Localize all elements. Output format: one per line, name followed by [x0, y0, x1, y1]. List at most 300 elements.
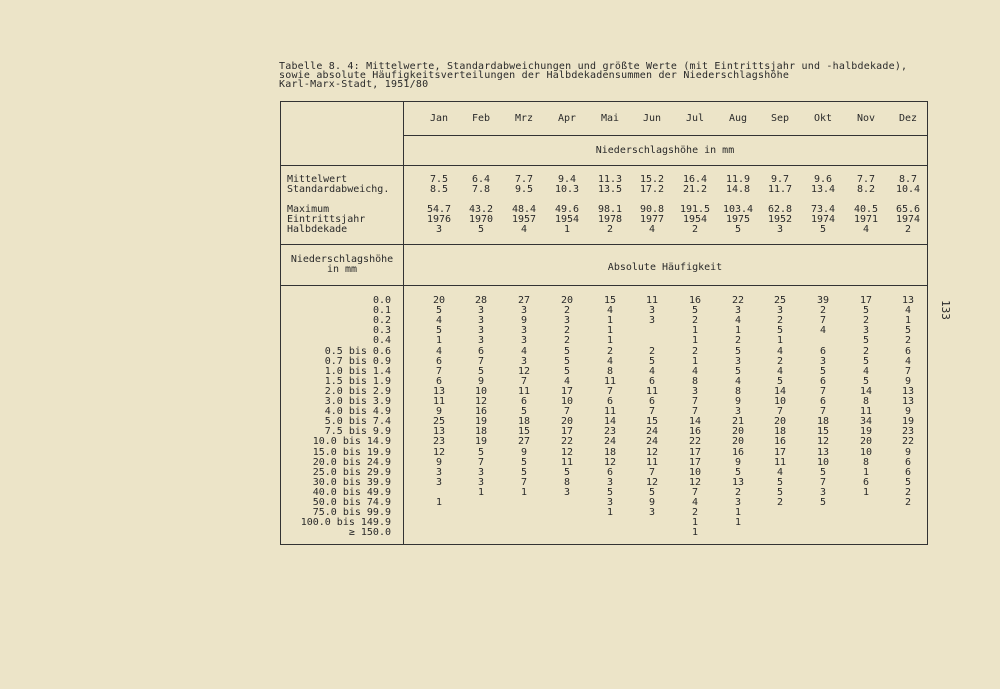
frequency-value: 5 [563, 365, 571, 377]
frequency-value: 23 [432, 436, 446, 448]
std-value: 11.7 [767, 184, 793, 195]
mittelwert-value: 7.5 [429, 174, 449, 185]
frequency-value: 7 [606, 385, 614, 397]
header-divider [403, 135, 927, 136]
frequency-value: 11 [517, 385, 531, 397]
frequency-value: 7 [691, 396, 699, 407]
frequency-value: 13 [432, 426, 446, 438]
frequency-value: 22 [688, 436, 702, 448]
frequency-value: 7 [819, 406, 827, 418]
frequency-value: 5 [862, 355, 870, 367]
frequency-value: 4 [563, 375, 571, 387]
maximum-value: 65.6 [895, 204, 921, 215]
frequency-value: 6 [819, 396, 827, 407]
frequency-value: 16 [474, 406, 488, 418]
frequency-value: 1 [477, 486, 485, 498]
frequency-value: 4 [734, 315, 742, 327]
frequency-value: 7 [819, 385, 827, 397]
frequency-value: 6 [819, 345, 827, 357]
frequency-value: 20 [731, 426, 745, 438]
frequency-value: 3 [477, 305, 485, 317]
frequency-value: 11 [773, 456, 787, 468]
frequency-value: 9 [520, 446, 528, 458]
maximum-value: 62.8 [767, 204, 793, 215]
table-caption [279, 62, 939, 89]
frequency-value: 9 [648, 497, 656, 508]
year-value: 1957 [511, 214, 537, 225]
half-value: 4 [648, 224, 656, 235]
frequency-value: 12 [603, 456, 617, 468]
month-header-jul: Jul [685, 113, 705, 124]
class-label: 25.0 bis 29.9 [312, 466, 391, 478]
frequency-value: 1 [862, 486, 870, 498]
frequency-value: 17 [688, 446, 702, 458]
frequency-value: 4 [862, 365, 870, 377]
frequency-value: 3 [819, 486, 827, 498]
frequency-value: 10 [474, 385, 488, 397]
frequency-value: 17 [859, 295, 873, 306]
month-header-okt: Okt [813, 113, 833, 124]
frequency-value: 1 [606, 325, 614, 337]
frequency-value: 2 [691, 315, 699, 327]
frequency-value: 4 [734, 375, 742, 387]
frequency-value: 7 [648, 466, 656, 478]
year-value: 1975 [725, 214, 751, 225]
caption-line-3: Karl-Marx-Stadt, 1951/80 [279, 79, 429, 90]
frequency-value: 2 [776, 497, 784, 508]
year-value: 1974 [810, 214, 836, 225]
frequency-value: 7 [520, 375, 528, 387]
frequency-value: 7 [819, 476, 827, 488]
maximum-value: 40.5 [853, 204, 879, 215]
frequency-value: 18 [517, 416, 531, 428]
frequency-value: 3 [477, 315, 485, 327]
frequency-value: 2 [776, 315, 784, 327]
frequency-value: 11 [603, 375, 617, 387]
frequency-value: 1 [435, 335, 443, 347]
frequency-value: 6 [606, 396, 614, 407]
half-value: 2 [606, 224, 614, 235]
frequency-value: 5 [776, 325, 784, 337]
maximum-value: 43.2 [468, 204, 494, 215]
frequency-value: 20 [560, 416, 574, 428]
mittelwert-value: 7.7 [856, 174, 876, 185]
class-label: 0.1 [372, 305, 391, 317]
frequency-value: 19 [901, 416, 915, 428]
frequency-value: 2 [648, 345, 656, 357]
frequency-value: 1 [734, 517, 742, 529]
frequency-value: 5 [520, 456, 528, 468]
frequency-value: 5 [776, 375, 784, 387]
frequency-value: 1 [691, 325, 699, 337]
freq-left-header-2: in mm [326, 264, 358, 275]
frequency-value: 25 [432, 416, 446, 428]
frequency-value: 5 [862, 305, 870, 317]
class-label: 2.0 bis 2.9 [324, 385, 391, 397]
year-value: 1970 [468, 214, 494, 225]
year-value: 1977 [639, 214, 665, 225]
std-value: 21.2 [682, 184, 708, 195]
frequency-value: 4 [776, 466, 784, 478]
frequency-value: 5 [734, 365, 742, 377]
month-header-apr: Apr [557, 113, 577, 124]
frequency-value: 3 [520, 355, 528, 367]
half-value: 1 [563, 224, 571, 235]
frequency-value: 1 [606, 315, 614, 327]
frequency-value: 13 [432, 385, 446, 397]
frequency-value: 17 [560, 385, 574, 397]
frequency-value: 1 [691, 517, 699, 529]
frequency-value: 3 [734, 497, 742, 508]
frequency-value: 6 [648, 375, 656, 387]
frequency-value: 22 [560, 436, 574, 448]
frequency-value: 9 [435, 406, 443, 418]
class-label: 0.2 [372, 315, 391, 327]
class-label: ≥ 150.0 [348, 527, 391, 539]
frequency-value: 3 [520, 335, 528, 347]
frequency-value: 7 [776, 406, 784, 418]
frequency-value: 12 [816, 436, 830, 448]
month-header-dez: Dez [898, 113, 918, 124]
frequency-value: 4 [606, 355, 614, 367]
frequency-value: 1 [691, 355, 699, 367]
frequency-value: 15 [517, 426, 531, 438]
frequency-value: 3 [606, 497, 614, 508]
frequency-value: 18 [773, 426, 787, 438]
class-label: 0.3 [372, 325, 391, 337]
half-label: Halbdekade [287, 224, 348, 235]
frequency-value: 2 [691, 507, 699, 519]
frequency-value: 7 [477, 456, 485, 468]
frequency-value: 20 [731, 436, 745, 448]
frequency-value: 5 [862, 335, 870, 347]
std-value: 8.2 [856, 184, 876, 195]
frequency-value: 11 [645, 456, 659, 468]
frequency-value: 1 [691, 335, 699, 347]
year-value: 1976 [426, 214, 452, 225]
frequency-value: 1 [520, 486, 528, 498]
frequency-value: 1 [734, 507, 742, 519]
frequency-value: 7 [563, 406, 571, 418]
frequency-value: 4 [776, 345, 784, 357]
mittelwert-value: 9.7 [770, 174, 790, 185]
frequency-value: 1 [606, 335, 614, 347]
frequency-value: 3 [563, 486, 571, 498]
frequency-value: 6 [435, 355, 443, 367]
frequency-value: 5 [563, 466, 571, 478]
frequency-value: 5 [776, 486, 784, 498]
frequency-value: 2 [904, 497, 912, 508]
mittelwert-label: Mittelwert [287, 174, 348, 185]
page-number: 133 [939, 300, 952, 320]
frequency-value: 11 [560, 456, 574, 468]
frequency-value: 18 [816, 416, 830, 428]
std-value: 14.8 [725, 184, 751, 195]
frequency-value: 5 [691, 305, 699, 317]
frequency-value: 17 [560, 426, 574, 438]
frequency-value: 4 [606, 305, 614, 317]
frequency-value: 17 [773, 446, 787, 458]
month-header-aug: Aug [728, 113, 748, 124]
frequency-value: 13 [901, 396, 915, 407]
frequency-value: 4 [819, 325, 827, 337]
mittelwert-value: 11.9 [725, 174, 751, 185]
frequency-value: 13 [816, 446, 830, 458]
frequency-value: 9 [734, 456, 742, 468]
frequency-value: 9 [435, 456, 443, 468]
month-header-mrz: Mrz [514, 113, 534, 124]
frequency-value: 5 [563, 355, 571, 367]
frequency-value: 3 [563, 315, 571, 327]
frequency-value: 8 [862, 396, 870, 407]
frequency-value: 23 [603, 426, 617, 438]
frequency-value: 3 [819, 355, 827, 367]
frequency-value: 15 [603, 295, 617, 306]
month-header-jan: Jan [429, 113, 449, 124]
frequency-value: 3 [691, 385, 699, 397]
std-value: 13.4 [810, 184, 836, 195]
frequency-value: 6 [435, 375, 443, 387]
mittelwert-value: 8.7 [898, 174, 918, 185]
class-label: 10.0 bis 14.9 [312, 436, 391, 448]
frequency-value: 5 [819, 497, 827, 508]
year-value: 1971 [853, 214, 879, 225]
frequency-value: 1 [776, 335, 784, 347]
std-value: 17.2 [639, 184, 665, 195]
frequency-value: 5 [819, 466, 827, 478]
frequency-value: 5 [520, 406, 528, 418]
column-divider [403, 102, 404, 544]
frequency-value: 7 [520, 476, 528, 488]
frequency-value: 9 [477, 375, 485, 387]
frequency-value: 4 [648, 365, 656, 377]
frequency-value: 3 [520, 325, 528, 337]
frequency-value: 10 [773, 396, 787, 407]
frequency-value: 15 [816, 426, 830, 438]
frequency-value: 4 [520, 345, 528, 357]
year-value: 1978 [597, 214, 623, 225]
maximum-value: 98.1 [597, 204, 623, 215]
frequency-value: 19 [474, 416, 488, 428]
class-label: 15.0 bis 19.9 [312, 446, 391, 458]
frequency-value: 5 [606, 486, 614, 498]
freq-right-header: Absolute Häufigkeit [607, 262, 723, 273]
frequency-value: 21 [731, 416, 745, 428]
max-label: Maximum [287, 204, 330, 215]
frequency-value: 2 [862, 345, 870, 357]
frequency-value: 6 [904, 345, 912, 357]
frequency-value: 28 [474, 295, 488, 306]
frequency-value: 19 [859, 426, 873, 438]
frequency-value: 6 [477, 345, 485, 357]
frequency-value: 8 [563, 476, 571, 488]
class-label: 1.5 bis 1.9 [324, 375, 391, 387]
frequency-value: 10 [859, 446, 873, 458]
maximum-value: 49.6 [554, 204, 580, 215]
frequency-value: 6 [606, 466, 614, 478]
frequency-value: 12 [560, 446, 574, 458]
half-value: 4 [862, 224, 870, 235]
year-label: Eintrittsjahr [287, 214, 366, 225]
frequency-value: 3 [734, 305, 742, 317]
month-header-sep: Sep [770, 113, 790, 124]
frequency-value: 1 [862, 466, 870, 478]
frequency-value: 1 [435, 497, 443, 508]
frequency-value: 2 [563, 335, 571, 347]
frequency-value: 3 [776, 305, 784, 317]
frequency-value: 20 [859, 436, 873, 448]
frequency-value: 19 [474, 436, 488, 448]
month-header-feb: Feb [471, 113, 491, 124]
half-value: 3 [435, 224, 443, 235]
unit-header: Niederschlagshöhe in mm [595, 145, 735, 156]
month-header-nov: Nov [856, 113, 876, 124]
frequency-value: 4 [691, 365, 699, 377]
year-value: 1954 [682, 214, 708, 225]
half-value: 5 [477, 224, 485, 235]
maximum-value: 73.4 [810, 204, 836, 215]
frequency-value: 2 [691, 345, 699, 357]
frequency-value: 9 [904, 406, 912, 418]
frequency-value: 16 [773, 436, 787, 448]
half-value: 2 [904, 224, 912, 235]
maximum-value: 54.7 [426, 204, 452, 215]
frequency-value: 2 [904, 486, 912, 498]
frequency-value: 11 [432, 396, 446, 407]
class-label: 0.0 [372, 295, 391, 306]
frequency-value: 8 [606, 365, 614, 377]
frequency-value: 5 [477, 365, 485, 377]
frequency-value: 14 [688, 416, 702, 428]
stats-divider [281, 244, 927, 245]
frequency-value: 7 [691, 486, 699, 498]
frequency-value: 20 [773, 416, 787, 428]
frequency-value: 4 [435, 345, 443, 357]
class-label: 0.7 bis 0.9 [324, 355, 391, 367]
frequency-value: 15 [645, 416, 659, 428]
frequency-value: 1 [691, 527, 699, 539]
frequency-value: 7 [819, 315, 827, 327]
frequency-value: 4 [691, 497, 699, 508]
frequency-value: 1 [734, 325, 742, 337]
mittelwert-value: 16.4 [682, 174, 708, 185]
half-value: 4 [520, 224, 528, 235]
frequency-value: 9 [734, 396, 742, 407]
frequency-value: 24 [645, 426, 659, 438]
frequency-value: 3 [520, 305, 528, 317]
frequency-value: 3 [648, 305, 656, 317]
frequency-value: 13 [901, 385, 915, 397]
frequency-value: 3 [477, 466, 485, 478]
maximum-value: 103.4 [722, 204, 754, 215]
frequency-value: 3 [477, 476, 485, 488]
class-label: 20.0 bis 24.9 [312, 456, 391, 468]
frequency-value: 20 [560, 295, 574, 306]
frequency-value: 3 [862, 325, 870, 337]
frequency-value: 6 [904, 466, 912, 478]
frequency-value: 11 [645, 295, 659, 306]
half-value: 5 [819, 224, 827, 235]
frequency-value: 5 [734, 345, 742, 357]
frequency-value: 3 [606, 476, 614, 488]
frequency-value: 16 [688, 426, 702, 438]
freq-left-header-1: Niederschlagshöhe [290, 254, 394, 265]
frequency-value: 11 [859, 406, 873, 418]
frequency-value: 7 [904, 365, 912, 377]
class-label: 40.0 bis 49.9 [312, 486, 391, 498]
frequency-value: 5 [776, 476, 784, 488]
class-label: 7.5 bis 9.9 [324, 426, 391, 438]
frequency-value: 7 [435, 365, 443, 377]
frequency-value: 4 [904, 305, 912, 317]
frequency-value: 7 [648, 406, 656, 418]
frequency-value: 14 [859, 385, 873, 397]
frequency-value: 25 [773, 295, 787, 306]
frequency-value: 5 [435, 325, 443, 337]
mittelwert-value: 9.6 [813, 174, 833, 185]
frequency-value: 14 [603, 416, 617, 428]
frequency-value: 3 [435, 466, 443, 478]
frequency-value: 3 [435, 476, 443, 488]
frequency-value: 6 [862, 476, 870, 488]
mittelwert-value: 11.3 [597, 174, 623, 185]
frequency-value: 2 [734, 486, 742, 498]
mittelwert-value: 15.2 [639, 174, 665, 185]
frequency-value: 3 [477, 325, 485, 337]
std-value: 13.5 [597, 184, 623, 195]
frequency-value: 12 [688, 476, 702, 488]
frequency-value: 5 [904, 476, 912, 488]
frequency-value: 2 [776, 355, 784, 367]
frequency-value: 7 [477, 355, 485, 367]
maximum-value: 191.5 [679, 204, 711, 215]
frequency-value: 5 [904, 325, 912, 337]
freq-header-divider [281, 285, 927, 286]
frequency-value: 6 [520, 396, 528, 407]
std-label: Standardabweichg. [287, 184, 390, 195]
frequency-value: 17 [688, 456, 702, 468]
month-header-jun: Jun [642, 113, 662, 124]
frequency-value: 23 [901, 426, 915, 438]
frequency-value: 3 [734, 406, 742, 418]
half-value: 5 [734, 224, 742, 235]
std-value: 8.5 [429, 184, 449, 195]
frequency-value: 1 [606, 507, 614, 519]
frequency-value: 3 [477, 335, 485, 347]
frequency-value: 2 [904, 335, 912, 347]
month-header-mai: Mai [600, 113, 620, 124]
frequency-value: 4 [904, 355, 912, 367]
frequency-value: 11 [603, 406, 617, 418]
class-label: 75.0 bis 99.9 [312, 507, 391, 519]
std-value: 9.5 [514, 184, 534, 195]
half-value: 2 [691, 224, 699, 235]
frequency-value: 2 [862, 315, 870, 327]
frequency-value: 14 [773, 385, 787, 397]
frequency-value: 5 [477, 446, 485, 458]
frequency-value: 10 [688, 466, 702, 478]
frequency-value: 8 [691, 375, 699, 387]
frequency-value: 5 [734, 466, 742, 478]
frequency-value: 9 [520, 315, 528, 327]
frequency-value: 12 [432, 446, 446, 458]
year-value: 1974 [895, 214, 921, 225]
frequency-value: 3 [648, 507, 656, 519]
frequency-value: 20 [432, 295, 446, 306]
frequency-value: 2 [563, 305, 571, 317]
frequency-value: 12 [474, 396, 488, 407]
class-label: 50.0 bis 74.9 [312, 497, 391, 508]
